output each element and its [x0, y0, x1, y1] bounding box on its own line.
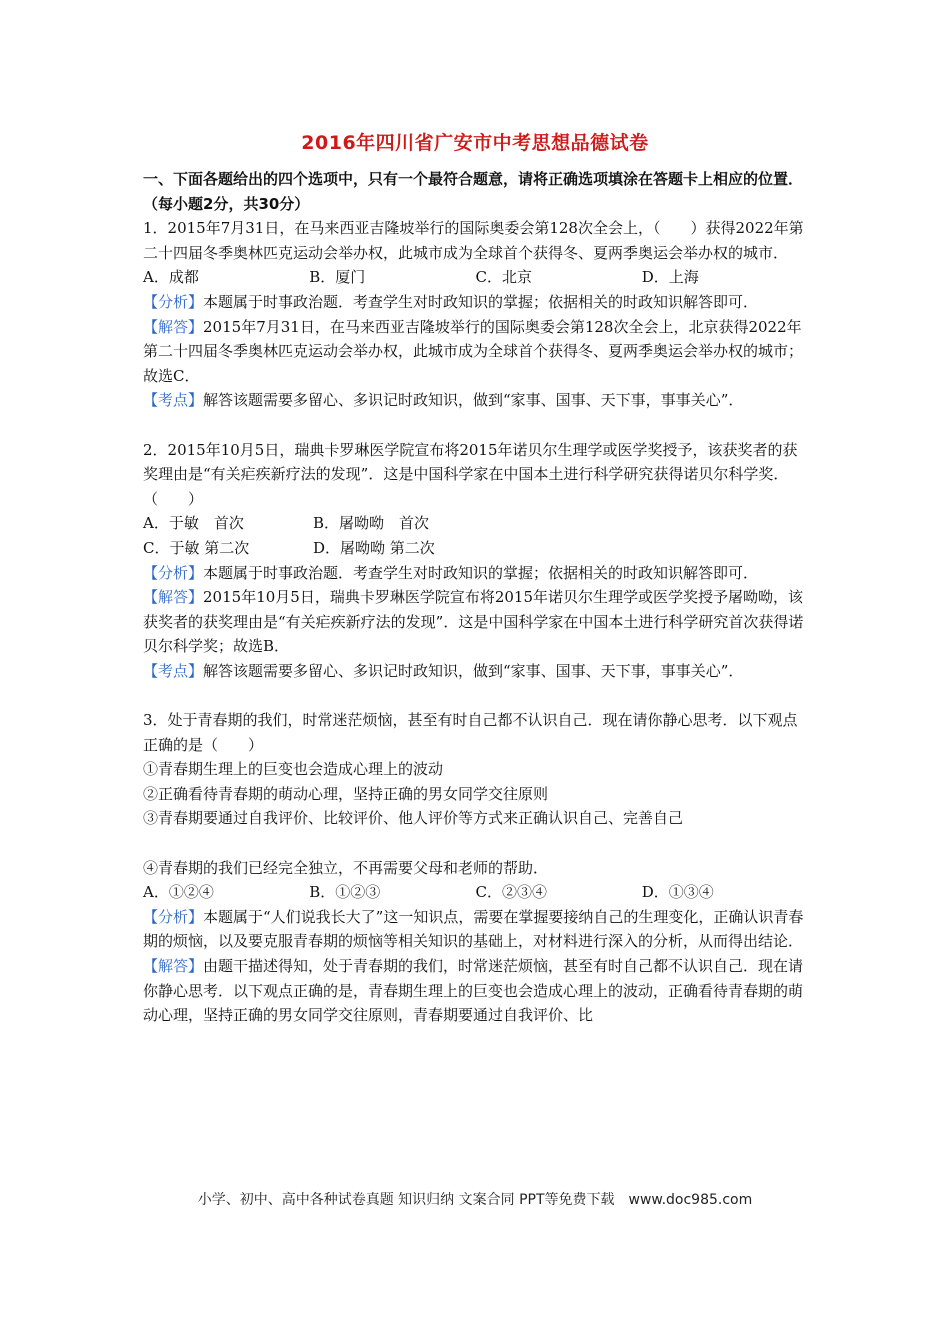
- option-a: A．成都: [143, 268, 199, 287]
- statement-4: ④青春期的我们已经完全独立，不再需要父母和老师的帮助．: [143, 858, 549, 877]
- statement-2: ②正确看待青春期的萌动心理，坚持正确的男女同学交往原则: [143, 784, 549, 803]
- section-heading: 一、下面各题给出的四个选项中，只有一个最符合题意，请将正确选项填涂在答题卡上相应的位置．（每小题2分，共30分）: [143, 170, 804, 213]
- option-c: C．于敏 第二次: [143, 538, 250, 557]
- answer-text: 2015年7月31日，在马来西亚吉隆坡举行的国际奥委会第128次全会上，北京获得2022年第二十四届冬季奥林匹克运动会举办权，此城市成为全球首个获得冬、夏两季奥运会举办权的城市；故选C．: [143, 317, 804, 385]
- answer-block: [143, 954, 808, 1028]
- analysis-text: 本题属于时事政治题．考查学生对时政知识的掌握；依据相关的时政知识解答即可．: [203, 292, 759, 311]
- point-text: 解答该题需要多留心、多识记时政知识，做到“家事、国事、天下事，事事关心”．: [203, 661, 744, 680]
- analysis-text: 本题属于“人们说我长大了”这一知识点，需要在掌握要接纳自己的生理变化，正确认识青春期的烦恼，以及要克服青春期的烦恼等相关知识的基础上，对材料进行深入的分析，从而得出结论．: [143, 907, 804, 951]
- question-stem: 1．2015年7月31日，在马来西亚吉隆坡举行的国际奥委会第128次全会上，（ ）获得2022年第二十四届冬季奥林匹克运动会举办权，此城市成为全球首个获得冬、夏两季奥运会举办权的城市．: [143, 219, 804, 262]
- option-b: B．①②③: [309, 883, 381, 902]
- spacer: [143, 831, 808, 856]
- question-options-row-2: [143, 536, 808, 561]
- statement-1: ①青春期生理上的巨变也会造成心理上的波动: [143, 760, 444, 779]
- point-tag: 【考点】: [143, 661, 204, 680]
- spacer: [143, 683, 808, 708]
- exam-title: 2016年四川省广安市中考思想品德试卷: [301, 132, 649, 154]
- analysis-block: [143, 561, 808, 586]
- point-tag: 【考点】: [143, 391, 204, 410]
- question-options: [143, 880, 808, 905]
- question-options: [143, 265, 808, 290]
- analysis-tag: 【分析】: [143, 907, 204, 926]
- option-b: B．厦门: [309, 268, 366, 287]
- option-b: B．屠呦呦 首次: [313, 514, 430, 533]
- spacer: [143, 413, 808, 438]
- point-block: [143, 388, 808, 413]
- answer-tag: 【解答】: [143, 317, 204, 336]
- question-1: [143, 216, 808, 413]
- analysis-tag: 【分析】: [143, 292, 204, 311]
- option-c: C．②③④: [475, 883, 547, 902]
- answer-tag: 【解答】: [143, 957, 204, 975]
- question-stem: 2．2015年10月5日，瑞典卡罗琳医学院宣布将2015年诺贝尔生理学或医学奖授予，该获奖者的获奖理由是“有关疟疾新疗法的发现”．这是中国科学家在中国本土进行科学研究获得诺贝尔科学奖．（ ）: [143, 440, 798, 508]
- question-options-row-1: [143, 511, 808, 536]
- point-text: 解答该题需要多留心、多识记时政知识，做到“家事、国事、天下事，事事关心”．: [203, 391, 744, 410]
- answer-text: 由题干描述得知，处于青春期的我们，时常迷茫烦恼，甚至有时自己都不认识自己．现在请你静心思考．以下观点正确的是，青春期生理上的巨变也会造成心理上的波动，正确看待青春期的萌动心理，坚持正确的男女同学交往原则，青春期要通过自我评价、比: [143, 957, 804, 1025]
- answer-block: [143, 585, 808, 659]
- answer-block: [143, 315, 808, 389]
- point-block: [143, 659, 808, 684]
- question-3: [143, 708, 808, 1028]
- option-d: D．①③④: [641, 883, 714, 902]
- statement-3: ③青春期要通过自我评价、比较评价、他人评价等方式来正确认识自己、完善自己: [143, 809, 684, 828]
- option-d: D．上海: [641, 268, 699, 287]
- answer-text: 2015年10月5日，瑞典卡罗琳医学院宣布将2015年诺贝尔生理学或医学奖授予屠呦呦，该获奖者的获奖理由是“有关疟疾新疗法的发现”．这是中国科学家在中国本土进行科学研究首次获得诺贝尔科学奖；故选B．: [143, 588, 804, 656]
- option-c: C．北京: [475, 268, 532, 287]
- page-footer: 小学、初中、高中各种试卷真题 知识归纳 文案合同 PPT等免费下载 www.doc985.com: [197, 1192, 753, 1208]
- option-a: A．于敏 首次: [143, 514, 244, 533]
- option-a: A．①②④: [143, 883, 214, 902]
- question-stem: 3．处于青春期的我们，时常迷茫烦恼，甚至有时自己都不认识自己．现在请你静心思考．以下观点正确的是（ ）: [143, 711, 798, 754]
- analysis-text: 本题属于时事政治题．考查学生对时政知识的掌握；依据相关的时政知识解答即可．: [203, 563, 759, 582]
- analysis-tag: 【分析】: [143, 563, 204, 582]
- analysis-block: [143, 905, 808, 954]
- question-2: [143, 438, 808, 684]
- answer-tag: 【解答】: [143, 588, 204, 607]
- option-d: D．屠呦呦 第二次: [313, 538, 435, 557]
- analysis-block: [143, 290, 808, 315]
- exam-content: [143, 167, 808, 1028]
